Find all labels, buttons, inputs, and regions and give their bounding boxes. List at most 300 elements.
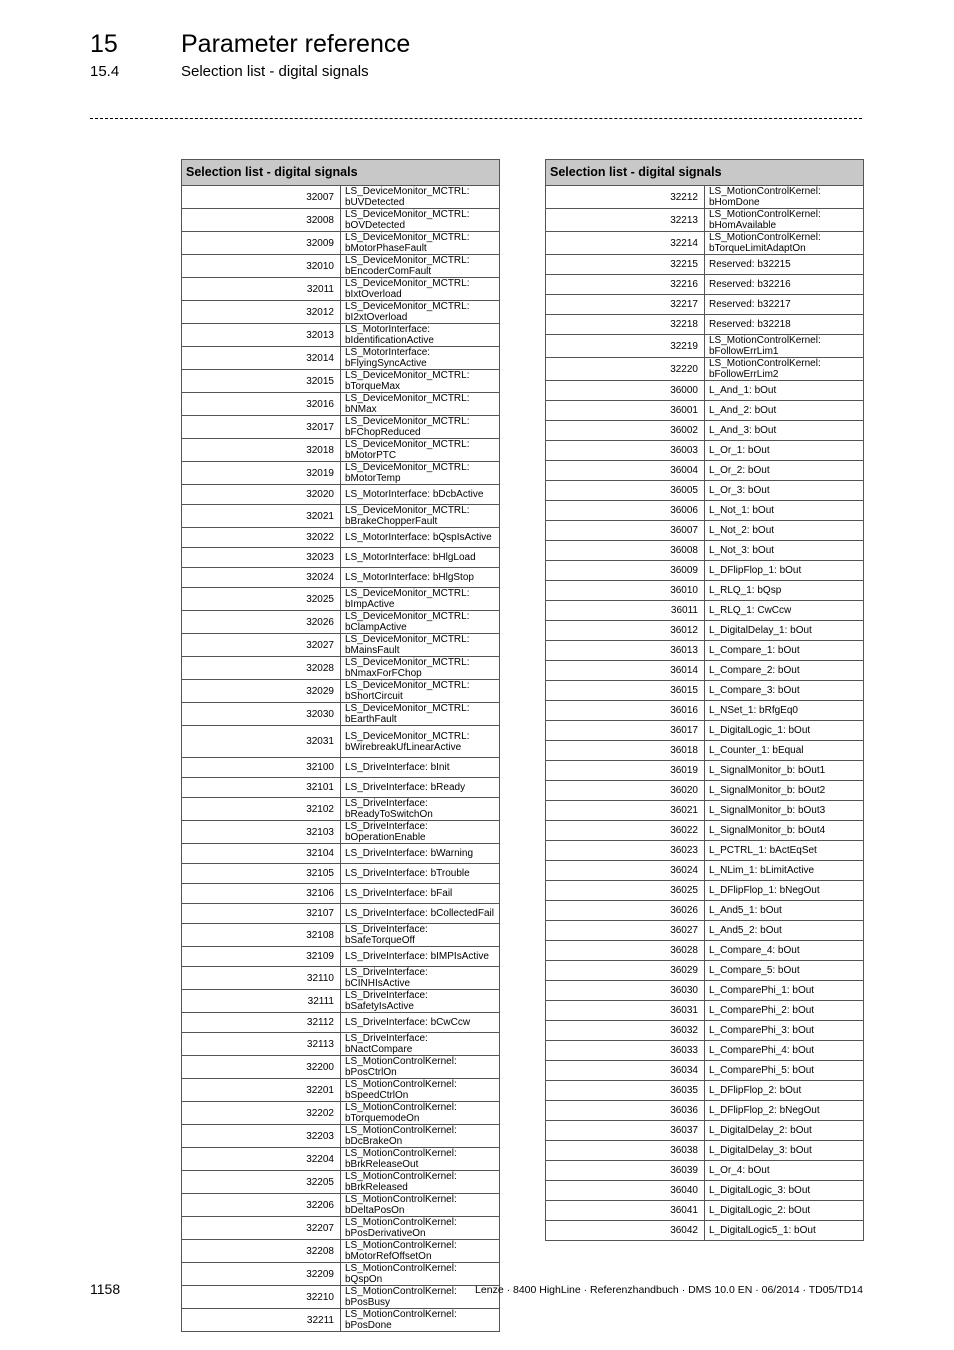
signal-number: 36031	[546, 1001, 705, 1021]
signal-name: L_ComparePhi_5: bOut	[705, 1061, 864, 1081]
section-title: Selection list - digital signals	[181, 63, 369, 80]
signal-number: 32211	[182, 1309, 341, 1332]
signal-name: L_Or_4: bOut	[705, 1161, 864, 1181]
signal-name: L_And_1: bOut	[705, 381, 864, 401]
signal-name: LS_DeviceMonitor_MCTRL: bShortCircuit	[341, 680, 500, 703]
table-row	[546, 315, 864, 335]
signal-number: 36028	[546, 941, 705, 961]
signal-number: 32022	[182, 528, 341, 548]
table-row	[546, 761, 864, 781]
chapter-number: 15	[90, 30, 118, 58]
signal-name: LS_DeviceMonitor_MCTRL: bNmaxForFChop	[341, 657, 500, 680]
signal-name: LS_DriveInterface: bSafetyIsActive	[341, 990, 500, 1013]
signal-number: 36013	[546, 641, 705, 661]
table-row	[546, 1061, 864, 1081]
header-divider	[90, 118, 862, 119]
signal-name: LS_DeviceMonitor_MCTRL: bBrakeChopperFault	[341, 505, 500, 528]
signal-number: 32207	[182, 1217, 341, 1240]
table-row	[182, 393, 500, 416]
signal-number: 36006	[546, 501, 705, 521]
signal-name: LS_DeviceMonitor_MCTRL: bFChopReduced	[341, 416, 500, 439]
table-row	[546, 841, 864, 861]
table-row	[546, 621, 864, 641]
signal-number: 36025	[546, 881, 705, 901]
table-row	[182, 462, 500, 485]
signal-number: 32013	[182, 324, 341, 347]
signal-number: 32209	[182, 1263, 341, 1286]
signal-name: LS_DriveInterface: bFail	[341, 884, 500, 904]
signal-number: 36027	[546, 921, 705, 941]
table-row	[182, 657, 500, 680]
signal-number: 36008	[546, 541, 705, 561]
signal-name: LS_DeviceMonitor_MCTRL: bImpActive	[341, 588, 500, 611]
table-row	[546, 1001, 864, 1021]
signal-number: 32014	[182, 347, 341, 370]
signal-name: L_ComparePhi_2: bOut	[705, 1001, 864, 1021]
signal-number: 36029	[546, 961, 705, 981]
signal-name: LS_MotorInterface: bHlgLoad	[341, 548, 500, 568]
table-row	[182, 1125, 500, 1148]
signal-name: LS_MotionControlKernel: bPosCtrlOn	[341, 1056, 500, 1079]
signal-number: 36021	[546, 801, 705, 821]
signal-name: LS_MotionControlKernel: bSpeedCtrlOn	[341, 1079, 500, 1102]
signal-name: L_Or_1: bOut	[705, 441, 864, 461]
signal-number: 36010	[546, 581, 705, 601]
table-row	[546, 601, 864, 621]
signal-number: 32011	[182, 278, 341, 301]
table-row	[546, 1101, 864, 1121]
table-row	[546, 581, 864, 601]
table-row	[546, 701, 864, 721]
signal-number: 32108	[182, 924, 341, 947]
table-row	[182, 186, 500, 209]
table-row	[182, 568, 500, 588]
signal-name: L_NLim_1: bLimitActive	[705, 861, 864, 881]
signal-number: 32015	[182, 370, 341, 393]
table-row	[182, 1102, 500, 1125]
table-row	[182, 505, 500, 528]
table-row	[182, 990, 500, 1013]
signal-name: L_PCTRL_1: bActEqSet	[705, 841, 864, 861]
signal-name: LS_MotorInterface: bDcbActive	[341, 485, 500, 505]
table-row	[182, 821, 500, 844]
table-row	[182, 232, 500, 255]
signal-name: LS_MotionControlKernel: bTorquemodeOn	[341, 1102, 500, 1125]
table-row	[546, 295, 864, 315]
signal-number: 36007	[546, 521, 705, 541]
signal-name: LS_DeviceMonitor_MCTRL: bI2xtOverload	[341, 301, 500, 324]
signal-number: 32109	[182, 947, 341, 967]
signal-name: L_RLQ_1: bQsp	[705, 581, 864, 601]
signal-number: 36026	[546, 901, 705, 921]
signal-name: L_ComparePhi_4: bOut	[705, 1041, 864, 1061]
table-row	[546, 961, 864, 981]
signal-name: L_DFlipFlop_1: bOut	[705, 561, 864, 581]
signal-number: 32101	[182, 778, 341, 798]
signal-name: L_DigitalLogic_1: bOut	[705, 721, 864, 741]
table-row	[182, 370, 500, 393]
table-row	[182, 347, 500, 370]
table-row	[546, 441, 864, 461]
signal-number: 36011	[546, 601, 705, 621]
signal-name: L_Counter_1: bEqual	[705, 741, 864, 761]
signal-name: L_DigitalDelay_2: bOut	[705, 1121, 864, 1141]
signal-name: LS_MotionControlKernel: bFollowErrLim1	[705, 335, 864, 358]
signal-name: LS_MotionControlKernel: bPosDerivativeOn	[341, 1217, 500, 1240]
signal-name: LS_MotionControlKernel: bHomDone	[705, 186, 864, 209]
table-row	[182, 1056, 500, 1079]
signal-name-line: bWirebreakUfLinearActive	[345, 741, 462, 753]
table-row	[546, 681, 864, 701]
table-row	[182, 1079, 500, 1102]
signal-number: 32208	[182, 1240, 341, 1263]
table-row	[546, 641, 864, 661]
table-row	[546, 358, 864, 381]
table-row	[182, 1309, 500, 1332]
table-row	[182, 588, 500, 611]
signal-name: LS_MotionControlKernel: bQspOn	[341, 1263, 500, 1286]
signal-number: 32214	[546, 232, 705, 255]
signal-name: LS_MotorInterface: bFlyingSyncActive	[341, 347, 500, 370]
document-info: Lenze · 8400 HighLine · Referenzhandbuch · DMS 10.0 EN · 06/2014 · TD05/TD14	[475, 1284, 863, 1296]
table-row	[546, 741, 864, 761]
signal-name: L_Compare_2: bOut	[705, 661, 864, 681]
signal-name: Reserved: b32217	[705, 295, 864, 315]
signal-number: 32020	[182, 485, 341, 505]
table-row	[546, 781, 864, 801]
table-row	[546, 541, 864, 561]
table-row	[182, 703, 500, 726]
table-row	[182, 439, 500, 462]
table-row	[546, 981, 864, 1001]
table-row	[546, 661, 864, 681]
signal-number: 32105	[182, 864, 341, 884]
signal-name: L_DFlipFlop_1: bNegOut	[705, 881, 864, 901]
selection-table-left	[181, 159, 500, 1332]
signal-number: 36042	[546, 1221, 705, 1241]
signal-name: L_DigitalDelay_1: bOut	[705, 621, 864, 641]
signal-name: LS_DeviceMonitor_MCTRL: bMotorTemp	[341, 462, 500, 485]
signal-number: 32106	[182, 884, 341, 904]
signal-name: L_ComparePhi_1: bOut	[705, 981, 864, 1001]
signal-name: L_DigitalLogic_3: bOut	[705, 1181, 864, 1201]
signal-number: 32100	[182, 758, 341, 778]
signal-number: 32201	[182, 1079, 341, 1102]
signal-name: L_Not_3: bOut	[705, 541, 864, 561]
table-row	[182, 611, 500, 634]
signal-name: L_DigitalLogic5_1: bOut	[705, 1221, 864, 1241]
table-row	[546, 941, 864, 961]
signal-name: LS_DeviceMonitor_MCTRL: bNMax	[341, 393, 500, 416]
signal-number: 32212	[546, 186, 705, 209]
signal-number: 36038	[546, 1141, 705, 1161]
signal-name: L_DFlipFlop_2: bNegOut	[705, 1101, 864, 1121]
table-row	[182, 1033, 500, 1056]
table-title: Selection list - digital signals	[182, 160, 500, 186]
signal-name: LS_DeviceMonitor_MCTRL: bTorqueMax	[341, 370, 500, 393]
table-row	[182, 548, 500, 568]
signal-number: 32110	[182, 967, 341, 990]
signal-number: 32016	[182, 393, 341, 416]
signal-number: 36002	[546, 421, 705, 441]
signal-number: 32210	[182, 1286, 341, 1309]
table-row	[546, 232, 864, 255]
signal-number: 36000	[546, 381, 705, 401]
signal-name: L_And_2: bOut	[705, 401, 864, 421]
signal-number: 36009	[546, 561, 705, 581]
signal-name: LS_MotionControlKernel: bHomAvailable	[705, 209, 864, 232]
signal-name: L_ComparePhi_3: bOut	[705, 1021, 864, 1041]
table-body	[546, 186, 864, 1241]
table-row	[182, 1171, 500, 1194]
signal-number: 32028	[182, 657, 341, 680]
selection-table-right	[545, 159, 864, 1241]
signal-number: 32007	[182, 186, 341, 209]
signal-number: 32008	[182, 209, 341, 232]
table-row	[546, 901, 864, 921]
table-row	[182, 1286, 500, 1309]
signal-number: 32010	[182, 255, 341, 278]
signal-number: 32012	[182, 301, 341, 324]
signal-number: 32009	[182, 232, 341, 255]
signal-number: 36016	[546, 701, 705, 721]
signal-name: L_DigitalDelay_3: bOut	[705, 1141, 864, 1161]
table-row	[182, 416, 500, 439]
table-row	[182, 485, 500, 505]
signal-name: L_SignalMonitor_b: bOut3	[705, 801, 864, 821]
table-row	[182, 255, 500, 278]
table-row	[182, 1194, 500, 1217]
signal-name: L_Or_2: bOut	[705, 461, 864, 481]
table-row	[546, 1141, 864, 1161]
signal-number: 32217	[546, 295, 705, 315]
signal-name: L_Compare_5: bOut	[705, 961, 864, 981]
signal-number: 32021	[182, 505, 341, 528]
signal-name: LS_DeviceMonitor_MCTRL: bMotorPhaseFault	[341, 232, 500, 255]
signal-name: L_Compare_1: bOut	[705, 641, 864, 661]
signal-number: 36001	[546, 401, 705, 421]
signal-number: 32027	[182, 634, 341, 657]
signal-name: LS_DeviceMonitor_MCTRL: bOVDetected	[341, 209, 500, 232]
table-row	[182, 798, 500, 821]
signal-name: LS_MotorInterface: bIdentificationActive	[341, 324, 500, 347]
signal-number: 32019	[182, 462, 341, 485]
signal-name: LS_DeviceMonitor_MCTRL: bMotorPTC	[341, 439, 500, 462]
signal-number: 36015	[546, 681, 705, 701]
signal-number: 36004	[546, 461, 705, 481]
signal-number: 36005	[546, 481, 705, 501]
table-row	[182, 301, 500, 324]
signal-name: Reserved: b32218	[705, 315, 864, 335]
signal-name: LS_DriveInterface: bNactCompare	[341, 1033, 500, 1056]
table-row	[546, 1081, 864, 1101]
signal-number: 36036	[546, 1101, 705, 1121]
signal-number: 32213	[546, 209, 705, 232]
signal-number: 32206	[182, 1194, 341, 1217]
table-row	[546, 186, 864, 209]
signal-name: L_Not_2: bOut	[705, 521, 864, 541]
table-row	[182, 726, 500, 758]
signal-number: 36030	[546, 981, 705, 1001]
signal-number: 36037	[546, 1121, 705, 1141]
table-row	[546, 861, 864, 881]
signal-number: 32111	[182, 990, 341, 1013]
signal-name: L_SignalMonitor_b: bOut1	[705, 761, 864, 781]
signal-name: LS_DriveInterface: bWarning	[341, 844, 500, 864]
signal-number: 36033	[546, 1041, 705, 1061]
signal-name	[341, 726, 500, 758]
signal-name: LS_DeviceMonitor_MCTRL: bClampActive	[341, 611, 500, 634]
signal-number: 36032	[546, 1021, 705, 1041]
signal-number: 32202	[182, 1102, 341, 1125]
signal-number: 36035	[546, 1081, 705, 1101]
table-row	[182, 324, 500, 347]
signal-name: LS_MotorInterface: bHlgStop	[341, 568, 500, 588]
signal-name: L_SignalMonitor_b: bOut4	[705, 821, 864, 841]
table-row	[182, 1148, 500, 1171]
signal-number: 32205	[182, 1171, 341, 1194]
table-row	[546, 421, 864, 441]
table-row	[182, 528, 500, 548]
signal-name: LS_DeviceMonitor_MCTRL: bMainsFault	[341, 634, 500, 657]
table-row	[182, 634, 500, 657]
signal-name: LS_DriveInterface: bTrouble	[341, 864, 500, 884]
table-row	[546, 1221, 864, 1241]
table-row	[546, 275, 864, 295]
table-row	[546, 1041, 864, 1061]
signal-number: 32017	[182, 416, 341, 439]
signal-name-line: LS_DeviceMonitor_MCTRL:	[345, 730, 470, 742]
signal-name: LS_DriveInterface: bReadyToSwitchOn	[341, 798, 500, 821]
signal-number: 32219	[546, 335, 705, 358]
signal-number: 32112	[182, 1013, 341, 1033]
table-row	[546, 255, 864, 275]
signal-name: LS_MotionControlKernel: bPosBusy	[341, 1286, 500, 1309]
signal-number: 32216	[546, 275, 705, 295]
signal-number: 36041	[546, 1201, 705, 1221]
signal-name: LS_MotionControlKernel: bMotorRefOffsetOn	[341, 1240, 500, 1263]
table-row	[546, 381, 864, 401]
signal-name: LS_DriveInterface: bSafeTorqueOff	[341, 924, 500, 947]
signal-number: 32220	[546, 358, 705, 381]
signal-name: L_Compare_4: bOut	[705, 941, 864, 961]
table-row	[546, 1201, 864, 1221]
table-row	[546, 209, 864, 232]
table-row	[546, 335, 864, 358]
signal-name: LS_DeviceMonitor_MCTRL: bEncoderComFault	[341, 255, 500, 278]
signal-number: 36034	[546, 1061, 705, 1081]
table-row	[182, 778, 500, 798]
signal-name: LS_DeviceMonitor_MCTRL: bIxtOverload	[341, 278, 500, 301]
table-row	[182, 967, 500, 990]
table-row	[546, 1181, 864, 1201]
signal-name: L_NSet_1: bRfgEq0	[705, 701, 864, 721]
signal-name: L_Compare_3: bOut	[705, 681, 864, 701]
signal-number: 32104	[182, 844, 341, 864]
signal-number: 36018	[546, 741, 705, 761]
signal-name: LS_MotionControlKernel: bBrkReleaseOut	[341, 1148, 500, 1171]
signal-number: 36019	[546, 761, 705, 781]
signal-name: LS_DriveInterface: bInit	[341, 758, 500, 778]
signal-number: 32203	[182, 1125, 341, 1148]
signal-number: 32030	[182, 703, 341, 726]
table-row	[182, 904, 500, 924]
table-row	[182, 844, 500, 864]
signal-name: L_And5_1: bOut	[705, 901, 864, 921]
table-row	[182, 1240, 500, 1263]
table-row	[182, 924, 500, 947]
signal-number: 36022	[546, 821, 705, 841]
signal-number: 32018	[182, 439, 341, 462]
signal-number: 36040	[546, 1181, 705, 1201]
table-row	[546, 401, 864, 421]
table-row	[546, 1121, 864, 1141]
signal-name: L_And5_2: bOut	[705, 921, 864, 941]
signal-number: 32107	[182, 904, 341, 924]
signal-number: 32218	[546, 315, 705, 335]
table-row	[546, 481, 864, 501]
table-row	[546, 521, 864, 541]
section-number: 15.4	[90, 63, 120, 80]
signal-number: 36039	[546, 1161, 705, 1181]
signal-name: L_And_3: bOut	[705, 421, 864, 441]
table-row	[546, 561, 864, 581]
page-number: 1158	[90, 1281, 121, 1297]
signal-name: L_DigitalLogic_2: bOut	[705, 1201, 864, 1221]
signal-number: 36003	[546, 441, 705, 461]
signal-name: L_SignalMonitor_b: bOut2	[705, 781, 864, 801]
signal-number: 36020	[546, 781, 705, 801]
table-row	[546, 821, 864, 841]
signal-number: 32029	[182, 680, 341, 703]
table-row	[182, 884, 500, 904]
signal-name: LS_MotionControlKernel: bDcBrakeOn	[341, 1125, 500, 1148]
table-row	[182, 1013, 500, 1033]
table-row	[182, 278, 500, 301]
table-row	[182, 758, 500, 778]
table-row	[182, 1217, 500, 1240]
signal-name: LS_MotorInterface: bQspIsActive	[341, 528, 500, 548]
signal-number: 32026	[182, 611, 341, 634]
signal-number: 36024	[546, 861, 705, 881]
table-row	[546, 461, 864, 481]
signal-name: LS_MotionControlKernel: bTorqueLimitAdaptOn	[705, 232, 864, 255]
signal-number: 32025	[182, 588, 341, 611]
signal-number: 32215	[546, 255, 705, 275]
table-row	[546, 1161, 864, 1181]
signal-name: L_Or_3: bOut	[705, 481, 864, 501]
table-row	[546, 801, 864, 821]
signal-name: LS_DeviceMonitor_MCTRL: bEarthFault	[341, 703, 500, 726]
signal-number: 32103	[182, 821, 341, 844]
table-row	[182, 209, 500, 232]
table-row	[182, 864, 500, 884]
table-row	[182, 1263, 500, 1286]
signal-number: 32204	[182, 1148, 341, 1171]
table-title: Selection list - digital signals	[546, 160, 864, 186]
table-row	[546, 721, 864, 741]
table-body	[182, 186, 500, 1332]
signal-number: 36023	[546, 841, 705, 861]
signal-name: LS_DriveInterface: bIMPIsActive	[341, 947, 500, 967]
signal-name: LS_MotionControlKernel: bPosDone	[341, 1309, 500, 1332]
table-row	[546, 501, 864, 521]
signal-number: 36017	[546, 721, 705, 741]
signal-number: 32200	[182, 1056, 341, 1079]
signal-name: L_RLQ_1: CwCcw	[705, 601, 864, 621]
signal-name: LS_DeviceMonitor_MCTRL: bUVDetected	[341, 186, 500, 209]
table-row	[546, 921, 864, 941]
